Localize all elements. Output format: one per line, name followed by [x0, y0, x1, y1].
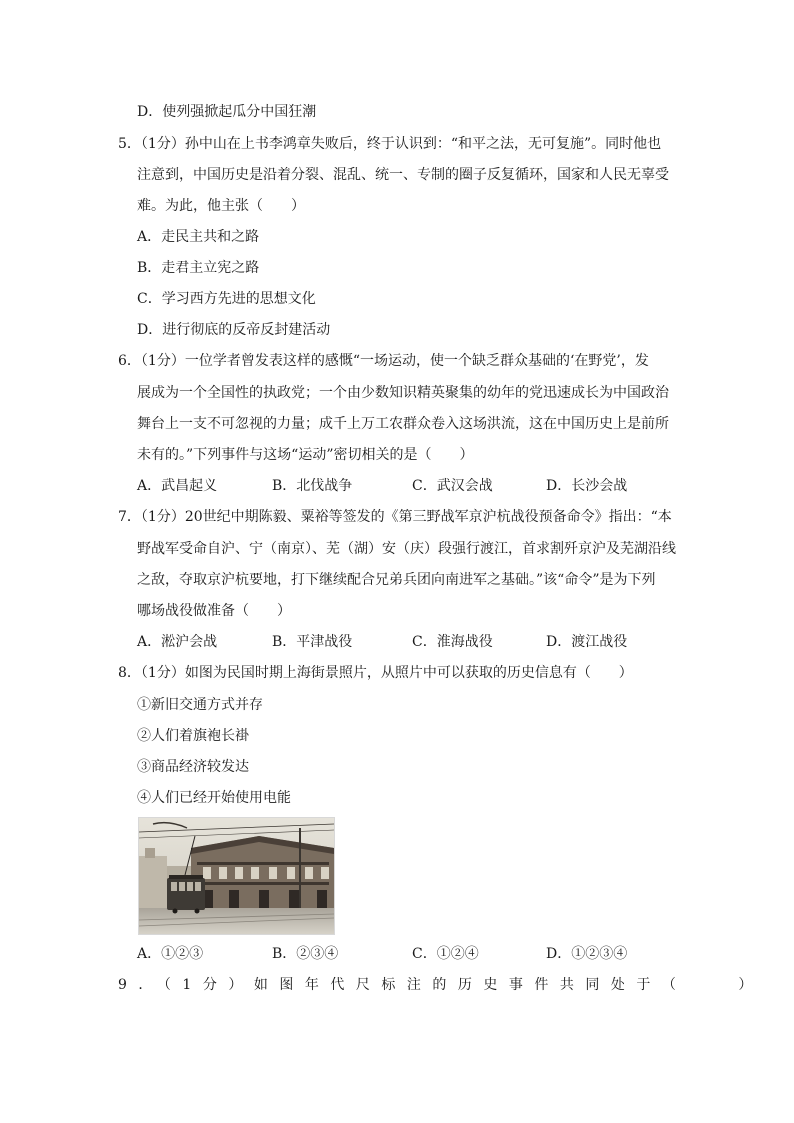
q8-stem-line-1: 8．（1分）如图为民国时期上海街景照片，从照片中可以获取的历史信息有（ ）	[118, 665, 633, 681]
q8-item-2: ②人们着旗袍长褂	[137, 728, 249, 744]
q5-option-c: C．学习西方先进的思想文化	[137, 291, 316, 307]
q7-stem-line-3: 之敌，夺取京沪杭要地，打下继续配合兄弟兵团向南进军之基础。”该“命令”是为下列	[137, 572, 656, 588]
utility-pole	[299, 828, 301, 910]
q7-option-d: D．渡江战役	[546, 634, 628, 650]
q6-option-a: A．武昌起义	[137, 478, 218, 494]
q5-option-b: B．走君主立宪之路	[137, 260, 260, 276]
q5-option-d: D．进行彻底的反帝反封建活动	[137, 322, 331, 338]
tower	[145, 848, 155, 858]
q7-stem-line-4: 哪场战役做准备（ ）	[137, 603, 291, 619]
q5-option-a: A．走民主共和之路	[137, 229, 260, 245]
q8-option-a: A．①②③	[137, 946, 204, 962]
q7-option-a: A．淞沪会战	[137, 634, 218, 650]
q8-option-d: D．①②③④	[546, 946, 628, 962]
q8-options	[137, 944, 697, 964]
q6-option-c: C．武汉会战	[412, 478, 493, 494]
q6-option-d: D．长沙会战	[546, 478, 628, 494]
q6-stem-line-3: 舞台上一支不可忽视的力量；成千上万工农群众卷入这场洪流，这在中国历史上是前所	[137, 416, 669, 432]
q8-item-3: ③商品经济较发达	[137, 759, 249, 775]
q5-stem-line-3: 难。为此，他主张（ ）	[137, 198, 305, 214]
q5-stem-line-1: 5．（1分）孙中山在上书李鸿章失败后，终于认识到：“和平之法，无可复施”。同时他也	[118, 136, 662, 152]
q7-stem-line-2: 野战军受命自沪、宁（南京）、芜（湖）安（庆）段强行渡江，首求割歼京沪及芜湖沿线	[137, 541, 676, 557]
q8-item-4: ④人们已经开始使用电能	[137, 790, 291, 806]
q9-stem-line-1: 9．（1分）如图年代尺标注的历史事件共同处于（ ）	[118, 977, 764, 993]
q4-option-d: D．使列强掀起瓜分中国狂潮	[137, 104, 317, 120]
left-building	[139, 856, 167, 908]
street-photo-illustration	[139, 818, 334, 934]
shanghai-street-photo	[138, 817, 335, 935]
q5-stem-line-2: 注意到，中国历史是沿着分裂、混乱、统一、专制的圈子反复循环，国家和人民无辜受	[137, 167, 669, 183]
q6-option-b: B．北伐战争	[272, 478, 353, 494]
q7-options	[137, 632, 697, 652]
q7-option-c: C．淮海战役	[412, 634, 493, 650]
q7-option-b: B．平津战役	[272, 634, 353, 650]
q7-stem-line-1: 7．（1分）20世纪中期陈毅、粟裕等签发的《第三野战军京沪杭战役预备命令》指出：“本	[118, 509, 672, 525]
balcony-rail-upper	[197, 862, 329, 865]
street	[139, 908, 334, 934]
q8-option-c: C．①②④	[412, 946, 479, 962]
q6-options	[137, 476, 697, 496]
q8-item-1: ①新旧交通方式并存	[137, 697, 263, 713]
q6-stem-line-4: 未有的。”下列事件与这场“运动”密切相关的是（ ）	[137, 447, 474, 463]
balcony-rail-lower	[197, 882, 329, 885]
q8-option-b: B．②③④	[272, 946, 339, 962]
q6-stem-line-2: 展成为一个全国性的执政党；一个由少数知识精英聚集的幼年的党迅速成长为中国政治	[137, 385, 669, 401]
q6-stem-line-1: 6．（1分）一位学者曾发表这样的感慨“一场运动，使一个缺乏群众基础的‘在野党’，发	[118, 353, 649, 369]
